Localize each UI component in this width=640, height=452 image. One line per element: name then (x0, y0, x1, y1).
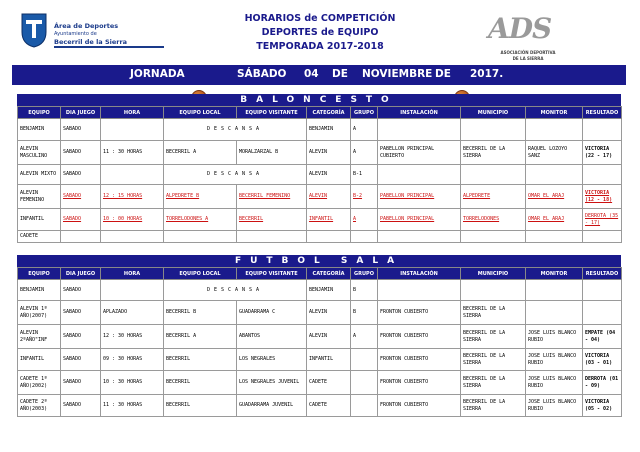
cell-equipo: ALEVIN MIXTO (18, 165, 61, 185)
futbol-sala-table (17, 267, 622, 417)
cell-local: TORRELODONES A (164, 209, 237, 231)
cell-resultado (583, 301, 622, 325)
jornada-de-2: DE (435, 68, 451, 80)
cell-dia: SABADO (61, 141, 101, 165)
cell-grupo: B (351, 280, 378, 301)
cell-municipio: BECERRIL DE LA SIERRA (461, 395, 526, 417)
jornada-date: 04 (304, 68, 319, 80)
cell-categoria: ALEVIN (307, 185, 351, 209)
cell-equipo: CADETE 2º AÑO(2003) (18, 395, 61, 417)
cell-monitor: RAQUEL LOZOYO SANZ (526, 141, 583, 165)
cell-categoria: ALEVIN (307, 301, 351, 325)
cell-resultado: VICTORIA (05 - 02) (583, 395, 622, 417)
org-logo (20, 12, 170, 52)
cell-resultado: DERROTA (35 - 17) (583, 209, 622, 231)
table-row (18, 141, 622, 165)
col-header: MONITOR (526, 107, 583, 119)
cell-dia: SABADO (61, 395, 101, 417)
cell-categoria: ALEVIN (307, 165, 351, 185)
cell-municipio: TORRELODONES (461, 209, 526, 231)
cell-hora: 09 : 30 HORAS (101, 349, 164, 371)
cell-hora: 12 : 15 HORAS (101, 185, 164, 209)
cell-categoria: BENJAMIN (307, 280, 351, 301)
cell-instalacion: FRONTON CUBIERTO (378, 395, 461, 417)
col-header: CATEGORÍA (307, 107, 351, 119)
cell-dia: SABADO (61, 119, 101, 141)
table-row (18, 209, 622, 231)
cell-municipio (461, 165, 526, 185)
table-header-row (18, 268, 622, 280)
cell-dia: SABADO (61, 185, 101, 209)
cell-equipo: ALEVIN 2ºAÑO"INF (18, 325, 61, 349)
cell-instalacion: FRONTON CUBIERTO (378, 349, 461, 371)
cell-equipo: INFANTIL (18, 349, 61, 371)
cell-local: BECERRIL (164, 371, 237, 395)
col-header: HORA (101, 268, 164, 280)
org-name-line2: Ayuntamiento de (54, 31, 97, 37)
cell-resultado: EMPATE (04 - 04) (583, 325, 622, 349)
cell-visitante (237, 231, 307, 243)
cell-hora (101, 280, 164, 301)
col-header: EQUIPO (18, 268, 61, 280)
cell-instalacion (378, 165, 461, 185)
cell-municipio (461, 231, 526, 243)
cell-equipo: ALEVIN FEMENINO (18, 185, 61, 209)
org-name-line1: Área de Deportes (54, 22, 119, 30)
cell-categoria: ALEVIN (307, 141, 351, 165)
cell-hora: 10 : 00 HORAS (101, 209, 164, 231)
cell-dia: SABADO (61, 325, 101, 349)
table-row (18, 185, 622, 209)
cell-equipo: CADETE 1º AÑO(2002) (18, 371, 61, 395)
table-row (18, 231, 622, 243)
ads-logo-sub1: ASOCIACIÓN DEPORTIVA (500, 50, 556, 55)
cell-equipo: BENJAMIN (18, 280, 61, 301)
table-row (18, 301, 622, 325)
cell-hora (101, 231, 164, 243)
table-row (18, 395, 622, 417)
cell-resultado (583, 165, 622, 185)
cell-dia: SABADO (61, 301, 101, 325)
cell-instalacion: FRONTON CUBIERTO (378, 325, 461, 349)
cell-dia: SABADO (61, 209, 101, 231)
table-header-row (18, 107, 622, 119)
col-header: CATEGORÍA (307, 268, 351, 280)
cell-descansa: DESCANSA (164, 119, 307, 141)
cell-grupo: A (351, 325, 378, 349)
cell-resultado: DERROTA (01 - 09) (583, 371, 622, 395)
cell-instalacion (378, 231, 461, 243)
cell-municipio: BECERRIL DE LA SIERRA (461, 141, 526, 165)
title-line-2: DEPORTES de EQUIPO (261, 27, 379, 38)
col-header: GRUPO (351, 107, 378, 119)
cell-grupo (351, 395, 378, 417)
cell-equipo: INFANTIL (18, 209, 61, 231)
col-header: MUNICIPIO (461, 268, 526, 280)
cell-visitante: BECERRIL FEMENINO (237, 185, 307, 209)
col-header: MUNICIPIO (461, 107, 526, 119)
cell-resultado (583, 280, 622, 301)
cell-hora (101, 119, 164, 141)
table-row (18, 280, 622, 301)
cell-grupo: B-2 (351, 185, 378, 209)
cell-grupo: A (351, 209, 378, 231)
cell-resultado: VICTORIA (12 - 18) (583, 185, 622, 209)
cell-instalacion: FRONTON CUBIERTO (378, 371, 461, 395)
cell-dia: SABADO (61, 349, 101, 371)
cell-monitor (526, 280, 583, 301)
jornada-month: NOVIEMBRE (362, 68, 433, 80)
cell-visitante: BECERRIL (237, 209, 307, 231)
cell-hora: APLAZADO (101, 301, 164, 325)
cell-grupo: A (351, 119, 378, 141)
cell-visitante: GUADARRAMA JUVENIL (237, 395, 307, 417)
col-header: EQUIPO (18, 107, 61, 119)
cell-instalacion: PABELLON PRINCIPAL CUBIERTO (378, 141, 461, 165)
cell-hora (101, 165, 164, 185)
cell-descansa: DESCANSA (164, 280, 307, 301)
cell-hora: 11 : 30 HORAS (101, 141, 164, 165)
title-line-3: TEMPORADA 2017-2018 (256, 41, 384, 52)
cell-local: ALPEDRETE B (164, 185, 237, 209)
baloncesto-table (17, 106, 622, 243)
jornada-bar (12, 65, 626, 85)
cell-municipio: BECERRIL DE LA SIERRA (461, 301, 526, 325)
cell-hora: 10 : 30 HORAS (101, 371, 164, 395)
col-header: RESULTADO (583, 268, 622, 280)
table-row (18, 325, 622, 349)
cell-municipio: BECERRIL DE LA SIERRA (461, 325, 526, 349)
cell-monitor: JOSE LUIS BLANCO RUBIO (526, 371, 583, 395)
col-header: DIA JUEGO (61, 107, 101, 119)
cell-visitante: MORALZARZAL B (237, 141, 307, 165)
cell-visitante: GUADARRAMA C (237, 301, 307, 325)
cell-grupo: B (351, 301, 378, 325)
col-header: RESULTADO (583, 107, 622, 119)
cell-categoria: CADETE (307, 371, 351, 395)
cell-dia (61, 231, 101, 243)
cell-categoria: INFANTIL (307, 209, 351, 231)
cell-local: BECERRIL B (164, 301, 237, 325)
cell-grupo: A (351, 141, 378, 165)
logo-underline (54, 46, 164, 48)
cell-monitor: JOSE LUIS BLANCO RUBIO (526, 325, 583, 349)
cell-instalacion: PABELLON PRINCIPAL (378, 185, 461, 209)
cell-local: BECERRIL A (164, 325, 237, 349)
section-title-futbol-sala: FUTBOL SALA (17, 255, 621, 267)
cell-categoria (307, 231, 351, 243)
col-header: INSTALACIÓN (378, 107, 461, 119)
cell-instalacion (378, 119, 461, 141)
cell-categoria: CADETE (307, 395, 351, 417)
cell-municipio: ALPEDRETE (461, 185, 526, 209)
jornada-day: SÁBADO (237, 68, 287, 80)
cell-local: BECERRIL (164, 395, 237, 417)
jornada-label: JORNADA (130, 68, 185, 80)
table-row (18, 371, 622, 395)
jornada-year: 2017. (470, 68, 504, 80)
cell-categoria: BENJAMIN (307, 119, 351, 141)
cell-resultado (583, 119, 622, 141)
col-header: MONITOR (526, 268, 583, 280)
cell-monitor: OMAR EL ARAJ (526, 209, 583, 231)
cell-monitor (526, 165, 583, 185)
cell-dia: SABADO (61, 165, 101, 185)
cell-monitor (526, 231, 583, 243)
ads-logo (478, 12, 578, 64)
col-header: HORA (101, 107, 164, 119)
cell-local: BECERRIL (164, 349, 237, 371)
cell-instalacion: FRONTON CUBIERTO (378, 301, 461, 325)
cell-visitante: LOS NEGRALES (237, 349, 307, 371)
cell-dia: SABADO (61, 280, 101, 301)
cell-equipo: CADETE (18, 231, 61, 243)
cell-monitor: JOSE LUIS BLANCO RUBIO (526, 395, 583, 417)
col-header: DIA JUEGO (61, 268, 101, 280)
cell-local (164, 231, 237, 243)
ads-logo-subtitle (478, 50, 578, 62)
table-row (18, 349, 622, 371)
cell-instalacion: PABELLON PRINCIPAL (378, 209, 461, 231)
cell-categoria: INFANTIL (307, 349, 351, 371)
cell-instalacion (378, 280, 461, 301)
document-title (200, 12, 440, 54)
table-row (18, 119, 622, 141)
section-title-baloncesto: BALONCESTO (17, 94, 621, 106)
table-row (18, 165, 622, 185)
col-header: EQUIPO VISITANTE (237, 268, 307, 280)
cell-resultado: VICTORIA (03 - 01) (583, 349, 622, 371)
cell-monitor: JOSE LUIS BLANCO RUBIO (526, 349, 583, 371)
cell-monitor (526, 119, 583, 141)
cell-equipo: ALEVIN MASCULINO (18, 141, 61, 165)
cell-municipio (461, 119, 526, 141)
col-header: EQUIPO VISITANTE (237, 107, 307, 119)
cell-descansa: DESCANSA (164, 165, 307, 185)
cell-hora: 11 : 30 HORAS (101, 395, 164, 417)
cell-hora: 12 : 30 HORAS (101, 325, 164, 349)
cell-municipio: BECERRIL DE LA SIERRA (461, 371, 526, 395)
cell-equipo: ALEVIN 1º AÑO(2007) (18, 301, 61, 325)
cell-dia: SABADO (61, 371, 101, 395)
ads-logo-text: ADS (488, 12, 552, 45)
col-header: EQUIPO LOCAL (164, 107, 237, 119)
cell-municipio: BECERRIL DE LA SIERRA (461, 349, 526, 371)
cell-monitor: OMAR EL ARAJ (526, 185, 583, 209)
title-line-1: HORARIOS de COMPETICIÓN (244, 13, 396, 24)
col-header: EQUIPO LOCAL (164, 268, 237, 280)
ads-logo-sub2: DE LA SIERRA (512, 56, 544, 61)
shield-icon (20, 12, 48, 48)
cell-municipio (461, 280, 526, 301)
cell-local: BECERRIL A (164, 141, 237, 165)
cell-resultado: VICTORIA (22 - 17) (583, 141, 622, 165)
cell-resultado (583, 231, 622, 243)
cell-visitante: ABANTOS (237, 325, 307, 349)
org-name-line3: Becerril de la Sierra (54, 38, 128, 46)
cell-monitor (526, 301, 583, 325)
cell-categoria: ALEVIN (307, 325, 351, 349)
col-header: INSTALACIÓN (378, 268, 461, 280)
cell-grupo (351, 371, 378, 395)
cell-grupo: B-1 (351, 165, 378, 185)
cell-visitante: LOS NEGRALES JUVENIL (237, 371, 307, 395)
jornada-de-1: DE (332, 68, 348, 80)
cell-grupo (351, 349, 378, 371)
cell-grupo (351, 231, 378, 243)
col-header: GRUPO (351, 268, 378, 280)
cell-equipo: BENJAMIN (18, 119, 61, 141)
